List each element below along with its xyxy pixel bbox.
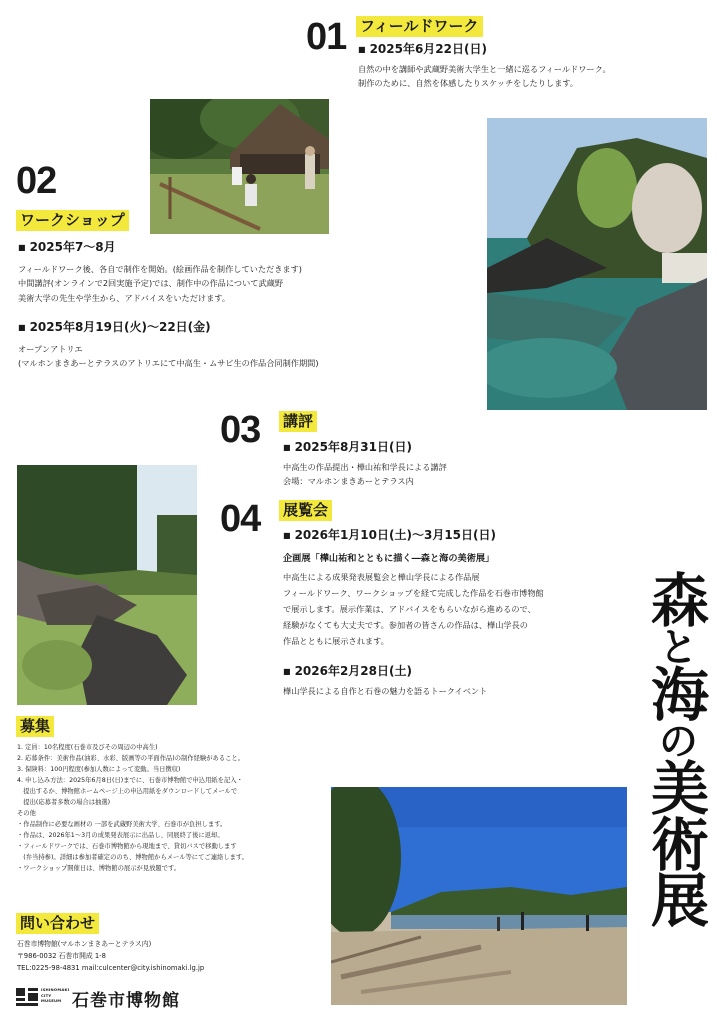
list-item: ・ワークショップ開催日は、博物館の展示が見放題です。 bbox=[17, 865, 181, 873]
contact-info: 石巻市博物館(マルホンまきあーとテラス内) 〒986-0032 石巻市開成 1-8 TEL:0225-98-4831 mail:culcenter@city.ishinomaki.lg.jp bbox=[17, 940, 205, 972]
logo-small-text: ISHINOMAKI CITY MUSEUM bbox=[41, 987, 70, 1003]
section-02-description-1: フィールドワーク後、各自で制作を開始。(絵画作品を制作していただきます) 中間講評(オンラインで2回実施予定)では、制作中の作品について武蔵野 美術大学の先生や学生から、アドバイスをいただけます。 bbox=[18, 264, 302, 303]
section-02-date-2: ■ 2025年8月19日(火)〜22日(金) bbox=[18, 320, 211, 336]
list-item: 提出するか、博物館ホームページ上の申込用紙をダウンロードしてメールで bbox=[17, 788, 238, 796]
section-04-date-1: ■ 2026年1月10日(土)〜3月15日(日) bbox=[283, 528, 496, 544]
list-item: ・作品は、2026年1〜3月の成果発表展示に出品し、同展終了後に返却。 bbox=[17, 832, 224, 840]
list-item: 提出(応募者多数の場合は抽選) bbox=[17, 799, 111, 807]
photo-sea-cove bbox=[487, 118, 707, 410]
list-item: 4. 申し込み方法：2025年6月8日(日)までに、石巻市博物館で申込用紙を記入・ bbox=[17, 777, 243, 785]
list-item: ・作品制作に必要な画材の 一部を武蔵野美術大学、石巻市が負担します。 bbox=[17, 821, 227, 829]
section-03-title: 講評 bbox=[279, 411, 317, 432]
contact-title: 問い合わせ bbox=[16, 913, 99, 934]
section-03-description: 中高生の作品提出・樺山祐和学長による講評 会場：マルホンまきあーとテラス内 bbox=[283, 462, 447, 487]
list-item: 3. 保険料：100円程度(参加人数によって変動。当日徴収) bbox=[17, 766, 181, 774]
section-04-description-1: 中高生による成果発表展覧会と樺山学長による作品展 フィールドワーク、ワークショップを経て完成した作品を石巻市博物館 で展示します。展示作業は、アドバイスをもらいながら進めるので、 経験がなくても大丈夫です。参加者の皆さんの作品は、樺山学長の 作品とともに展示されます。 bbox=[283, 572, 544, 646]
photo-fieldwork-sketching bbox=[150, 99, 329, 234]
recruit-details bbox=[17, 742, 248, 874]
section-02-date-1: ■ 2025年7〜8月 bbox=[18, 240, 116, 256]
list-item: その他 bbox=[17, 810, 36, 818]
section-04-title: 展覧会 bbox=[279, 500, 332, 521]
museum-logo-icon bbox=[16, 988, 38, 1006]
photo-forest-rocks bbox=[17, 465, 197, 705]
section-04-date-2: ■ 2026年2月28日(土) bbox=[283, 664, 412, 680]
exhibition-title: 企画展「樺山祐和とともに描く―森と海の美術展」 bbox=[283, 553, 495, 564]
section-02-title: ワークショップ bbox=[16, 210, 129, 231]
museum-name: 石巻市博物館 bbox=[72, 991, 180, 1011]
section-04-number: 04 bbox=[220, 498, 261, 540]
photo-beach-driftwood bbox=[331, 787, 627, 1005]
section-02-description-2: オープンアトリエ (マルホンまきあーとテラスのアトリエにて中高生・ムサビ生の作品合同制作期間) bbox=[18, 344, 319, 369]
list-item: 1. 定員：10名程度(石巻市及びその周辺の中高生) bbox=[17, 744, 158, 751]
section-01-title: フィールドワーク bbox=[356, 16, 483, 37]
recruit-title: 募集 bbox=[16, 716, 54, 737]
list-item: (弁当持参)。詳細は参加者確定ののち、博物館からメール等にてご連絡します。 bbox=[17, 854, 248, 862]
section-01-date: ■ 2025年6月22日(日) bbox=[358, 42, 487, 58]
list-item: ・フィールドワークでは、石巻市博物館から現地まで、貸切バスで移動します bbox=[17, 843, 237, 851]
list-item: 2. 応募条件：美術作品(油彩、水彩、版画等の平面作品)の制作経験があること。 bbox=[17, 755, 245, 763]
section-04-description-2: 樺山学長による自作と石巻の魅力を語るトークイベント bbox=[283, 686, 488, 696]
section-03-date: ■ 2025年8月31日(日) bbox=[283, 440, 412, 456]
section-01-number: 01 bbox=[306, 16, 347, 58]
section-01-description: 自然の中を講師や武蔵野美術大学生と一緒に巡るフィールドワーク。 制作のために、自然を体感したりスケッチをしたりします。 bbox=[358, 64, 611, 89]
section-02-number: 02 bbox=[16, 160, 57, 202]
vertical-main-title: 森と海の美術展 bbox=[641, 570, 709, 926]
section-03-number: 03 bbox=[220, 409, 261, 451]
